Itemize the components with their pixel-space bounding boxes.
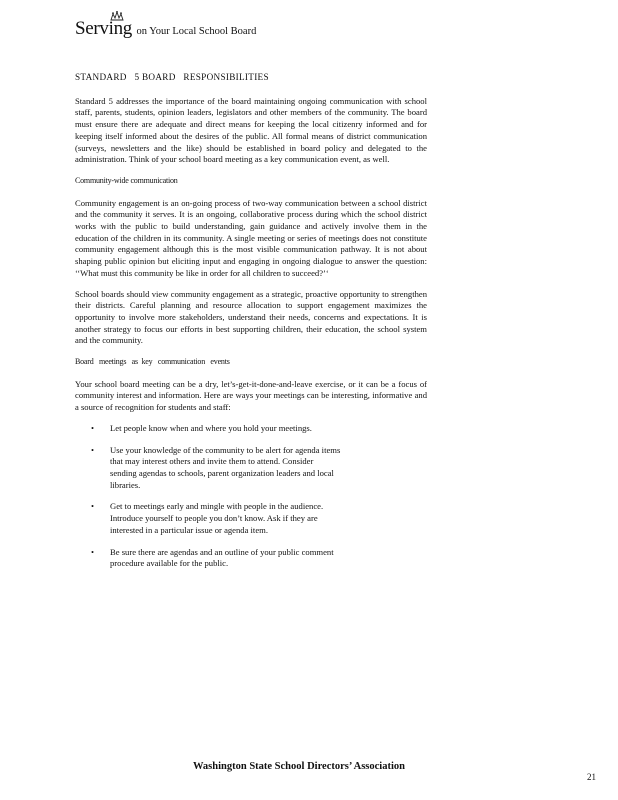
list-item-text: Let people know when and where you hold your meetings. [110,422,312,433]
header-title-rest: on Your Local School Board [136,26,257,37]
page-number: 21 [587,772,596,782]
footer-organization: Washington State School Directors’ Association [193,761,405,772]
intro-paragraph: Standard 5 addresses the importance of the board maintaining ongoing communication with school staff, parents, students, opinion leaders, legislators and other members of the community. The board must ensure there are adequate and direct means for keeping the local citizenry informed and for keeping itself informed about the desires of the public. All formal means of district communication (surveys, newsletters and the like) should be established in board policy and delegated to the administration. Think of your school board meeting as a key communication event, as well. [75,95,427,165]
section-title: STANDARD 5 BOARD RESPONSIBILITIES [75,72,269,82]
list-item-text: Use your knowledge of the community to be alert for agenda items that may interest others and invite them to attend. Consider sending agendas to schools, parent organization leaders and local libraries. [110,444,341,490]
bullet-icon: • [91,444,95,455]
subhead-community-wide: Community-wide communication [75,175,178,185]
page-header [75,18,256,40]
list-item [91,445,342,492]
list-item-text: Be sure there are agendas and an outline of your public comment procedure available for the public. [110,546,334,569]
list-item [91,423,342,435]
bullet-icon: • [91,546,95,557]
header-title-serving [75,18,136,39]
strategic-paragraph: School boards should view community engagement as a strategic, proactive opportunity to strengthen their districts. Careful planning and resource allocation to support engagement maximizes the opportunity to involve more stakeholders, understand their needs, concerns and expectations. It is another strategy to focus our efforts in best supporting children, their education, the school system and the community. [75,288,427,346]
bullet-icon: • [91,422,95,433]
bullet-icon: • [91,501,95,512]
list-item [91,501,342,536]
meetings-paragraph: Your school board meeting can be a dry, let’s-get-it-done-and-leave exercise, or it can be a focus of community interest and information. Here are ways your meetings can be interesting, informative and a source of recognition for students and staff: [75,378,427,413]
list-item [91,547,342,570]
subhead-board-meetings: Board meetings as key communication events [75,357,230,367]
main-content [75,72,427,580]
engagement-paragraph: Community engagement is an on-going process of two-way communication between a school district and the community it serves. It is an ongoing, collaborative process during which the school district works with the public to build understanding, gain guidance and actively involve them in the education of the children in its community. A single meeting or series of meetings does not constitute community engagement although this is the most visible communication pathway. It is not about shaping public opinion but eliciting input and engaging in ongoing dialogue to answer the question: ‘‘What must this community be like in order for all children to succeed?’‘ [75,197,427,278]
crest-icon [110,11,124,21]
header-title-big-text: Serving [75,18,133,39]
list-item-text: Get to meetings early and mingle with people in the audience. Introduce yourself to people you don’t know. Ask if they are interested in a particular issue or agenda item. [110,501,324,535]
meeting-tips-list [75,423,427,570]
